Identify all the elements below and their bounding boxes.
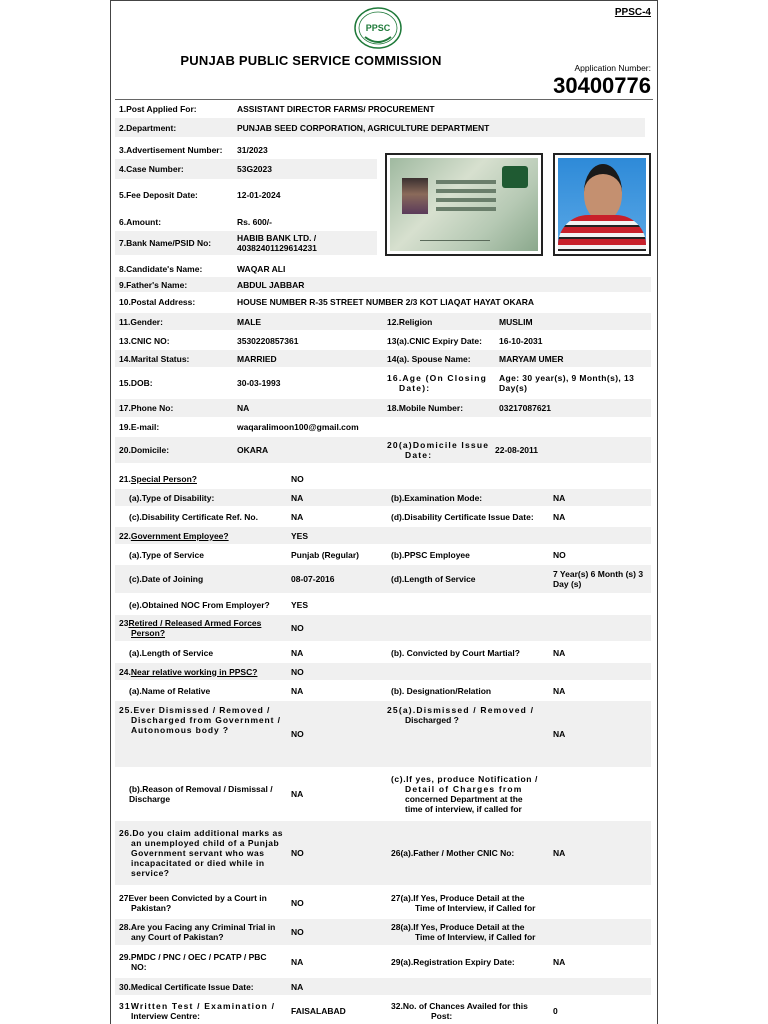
row-service-type: (a).Type of Service Punjab (Regular) (b).PPSC Employee NO bbox=[129, 549, 566, 560]
row-department: 2.Department: PUNJAB SEED CORPORATION, AGRICULTURE DEPARTMENT bbox=[115, 118, 645, 137]
row-bank: 7.Bank Name/PSID No: HABIB BANK LTD. / 40382401129614231 bbox=[115, 231, 377, 255]
ppsc-logo bbox=[353, 7, 403, 49]
row-fee-date: 5.Fee Deposit Date: 12-01-2024 bbox=[119, 190, 281, 200]
row-dismissed: 25.Ever Dismissed / Removed / Discharged from Government / Autonomous body ? NO 25(a).Dismissed / Removed / Discharged ? NA bbox=[115, 701, 651, 767]
cnic-card-image bbox=[385, 153, 543, 256]
row-postal-address: 10.Postal Address: HOUSE NUMBER R-35 STREET NUMBER 2/3 KOT LIAQAT HAYAT OKARA bbox=[119, 296, 535, 307]
row-disability-type: (a).Type of Disability: NA (b).Examination Mode: NA bbox=[115, 489, 651, 506]
row-case-number: 4.Case Number: 53G2023 bbox=[115, 159, 377, 179]
row-amount: 6.Amount: Rs. 600/- bbox=[119, 217, 272, 227]
row-medical-cert: 30.Medical Certificate Issue Date: NA bbox=[115, 978, 651, 995]
row-convicted: 27Ever been Convicted by a Court in Pakistan? NO 27(a).If Yes, Produce Detail at the Time of Interview, if Called for bbox=[119, 893, 536, 913]
row-armed-length: (a).Length of Service NA (b). Convicted by Court Martial? NA bbox=[129, 647, 566, 658]
application-number: 30400776 bbox=[553, 73, 651, 98]
row-pmdc: 29.PMDC / PNC / OEC / PCATP / PBC NO: NA 29(a).Registration Expiry Date: NA bbox=[119, 952, 566, 972]
row-special-person: 21. Special Person? NO bbox=[119, 473, 304, 484]
row-date-of-joining: (c).Date of Joining 08-07-2016 (d).Length of Service 7 Year(s) 6 Month (s) 3 Day (s) bbox=[115, 565, 651, 593]
row-government-employee: 22. Government Employee? YES bbox=[115, 527, 651, 544]
row-cnic: 13.CNIC NO: 3530220857361 13(a).CNIC Expiry Date: 16-10-2031 bbox=[119, 335, 543, 346]
row-phone: 17.Phone No: NA 18.Mobile Number: 03217087621 bbox=[115, 399, 651, 417]
application-number-label: Application Number: bbox=[574, 63, 651, 73]
row-father-name: 9.Father's Name: ABDUL JABBAR bbox=[115, 277, 651, 292]
candidate-photo bbox=[553, 153, 651, 256]
svg-text:PPSC: PPSC bbox=[365, 23, 391, 33]
row-armed-forces: 23Retired / Released Armed Forces Person? NO bbox=[115, 615, 651, 641]
row-relative-name: (a).Name of Relative NA (b). Designation/Relation NA bbox=[129, 685, 566, 696]
row-email: 19.E-mail: waqaralimoon100@gmail.com bbox=[119, 421, 359, 432]
row-post: 1.Post Applied For: ASSISTANT DIRECTOR FARMS/ PROCUREMENT bbox=[119, 104, 435, 114]
row-test-centre: 31Written Test / Examination / Interview Centre: FAISALABAD 32.No. of Chances Availed for this Post: 0 bbox=[119, 1001, 558, 1021]
row-near-relative: 24. Near relative working in PPSC? NO bbox=[115, 663, 651, 680]
row-noc: (e).Obtained NOC From Employer? YES bbox=[129, 599, 309, 610]
row-disability-cert: (c).Disability Certificate Ref. No. NA (d).Disability Certificate Issue Date: NA bbox=[129, 511, 566, 522]
row-advertisement: 3.Advertisement Number: 31/2023 bbox=[119, 145, 268, 155]
divider bbox=[115, 99, 653, 100]
row-unemployed-child: 26.Do you claim additional marks as an unemployed child of a Punjab Government servant who was incapacitated or died while in service? NO 26(a).Father / Mother CNIC No: NA bbox=[115, 821, 651, 885]
row-removal-reason: (b).Reason of Removal / Dismissal / Discharge NA (c).If yes, produce Notification / Detail of Charges from concerned Department at the time of interview, if called for bbox=[129, 774, 538, 814]
application-form-page bbox=[110, 0, 658, 1024]
row-gender: 11.Gender: MALE 12.Religion MUSLIM bbox=[115, 313, 651, 330]
row-candidate-name: 8.Candidate's Name: WAQAR ALI bbox=[119, 263, 286, 274]
row-criminal-trial: 28.Are you Facing any Criminal Trial in any Court of Pakistan? NO 28(a).If Yes, Produce Detail at the Time of Interview, if Called for bbox=[115, 919, 651, 945]
row-dob: 15.DOB: 30-03-1993 16.Age (On Closing Date): Age: 30 year(s), 9 Month(s), 13 Day(s) bbox=[119, 373, 635, 393]
commission-title: PUNJAB PUBLIC SERVICE COMMISSION bbox=[180, 53, 442, 68]
row-marital: 14.Marital Status: MARRIED 14(a). Spouse Name: MARYAM UMER bbox=[115, 350, 651, 367]
form-code: PPSC-4 bbox=[614, 7, 651, 18]
row-domicile: 20.Domicile: OKARA 20(a)Domicile Issue Date: 22-08-2011 bbox=[115, 437, 651, 463]
